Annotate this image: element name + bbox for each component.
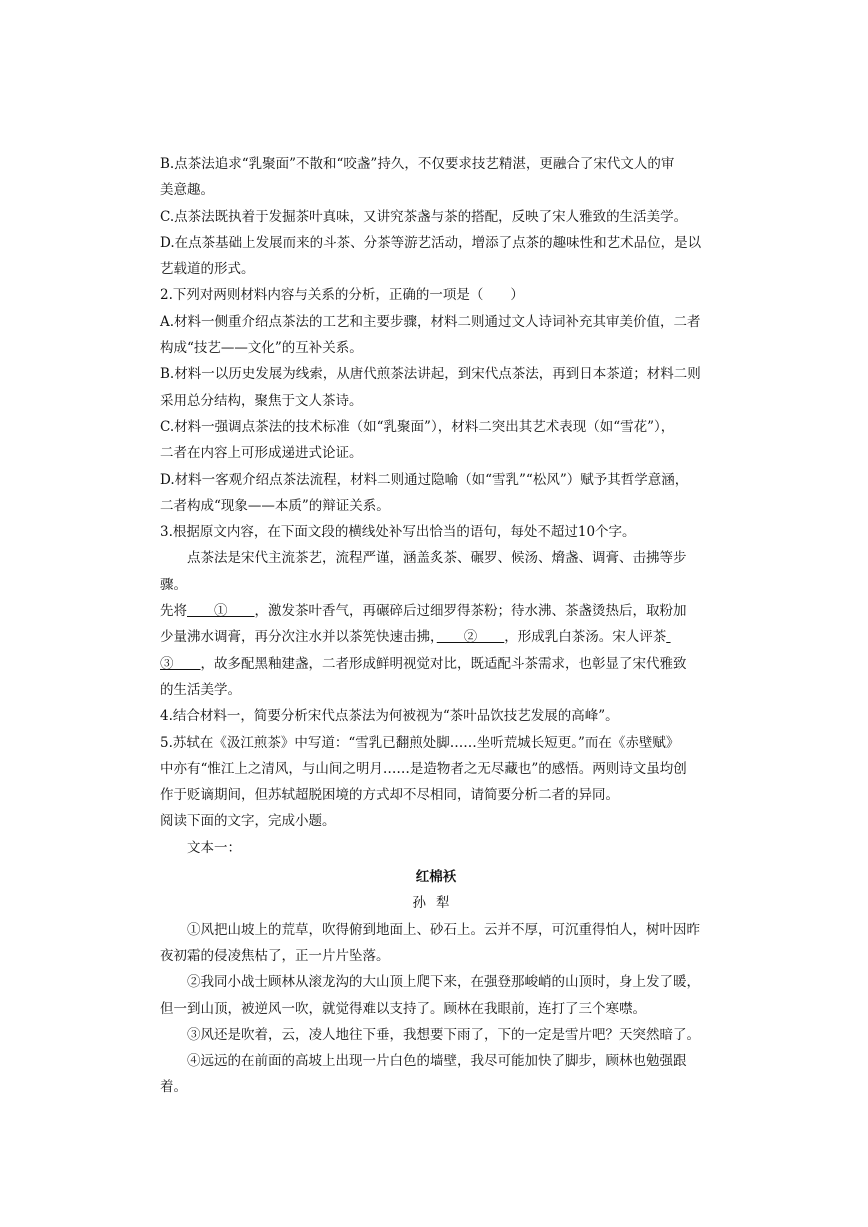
text-line: 二者构成“现象——本质”的辩证关系。 xyxy=(160,497,390,514)
text-line: 的生活美学。 xyxy=(160,681,241,698)
text-line: 点茶法是宋代主流茶艺，流程严谨，涵盖炙茶、碾罗、候汤、熁盏、调膏、击拂等步骤。 xyxy=(160,550,687,593)
text-line: 但一到山顶，被逆风一吹，就觉得难以支持了。顾林在我眼前，连打了三个寒噤。 xyxy=(160,1000,646,1017)
text-line: 二者在内容上可形成递进式论证。 xyxy=(160,445,363,462)
q2-option-c xyxy=(160,414,712,467)
story-paragraph-4: ④远远的在前面的高坡上出现一片白色的墙壁，我尽可能加快了脚步，顾林也勉强跟着。 xyxy=(160,1053,687,1096)
text-line: 中亦有“惟江上之清风，与山间之明月……是造物者之无尽藏也”的感悟。两则诗文虽均创 xyxy=(160,760,687,777)
story-title: 红棉袄 xyxy=(415,869,457,886)
q2-option-b xyxy=(160,361,712,414)
blank-1: ① xyxy=(187,603,255,620)
text-line: 构成“技艺——文化”的互补关系。 xyxy=(160,340,363,357)
text-line: ②我同小战士顾林从滚龙沟的大山顶上爬下来，在强登那峻峭的山顶时，身上发了暖， xyxy=(187,974,700,991)
text-line: B.材料一以历史发展为线索，从唐代煎茶法讲起，到宋代点茶法，再到日本茶道；材料二则 xyxy=(160,366,701,383)
text-line: 采用总分结构，聚焦于文人茶诗。 xyxy=(160,392,363,409)
text-line: D.材料一客观介绍点茶法流程，材料二则通过隐喻（如“雪乳”“松风”）赋予其哲学意涵， xyxy=(160,471,689,488)
text-line: ，激发茶叶香气，再碾碎后过细罗得茶粉；待水沸、茶盏烫热后，取粉加 xyxy=(254,603,687,620)
reading-intro: 阅读下面的文字，完成小题。 xyxy=(160,813,336,830)
text-line: A.材料一侧重介绍点茶法的工艺和主要步骤，材料二则通过文人诗词补充其审美价值，二者 xyxy=(160,313,701,330)
q1-option-c: C.点茶法既执着于发掘茶叶真味，又讲究茶盏与茶的搭配，反映了宋人雅致的生活美学。 xyxy=(160,208,688,225)
blank-2: ② xyxy=(436,629,505,646)
text-line: 夜初霜的侵凌焦枯了，正一片片坠落。 xyxy=(160,947,390,964)
story-paragraph-2 xyxy=(160,969,712,1022)
story-paragraph-1 xyxy=(160,917,712,970)
blank-3: ③ xyxy=(160,655,201,672)
text-line: 先将 xyxy=(160,603,187,620)
text-line: 5.苏轼在《汲江煎茶》中写道：“雪乳已翻煎处脚……坐听荒城长短更。”而在《赤壁赋》 xyxy=(160,734,680,751)
q1-option-b xyxy=(160,151,712,204)
text-line: 美意趣。 xyxy=(160,182,214,199)
q5-stem xyxy=(160,730,712,809)
q2-option-a xyxy=(160,309,712,362)
text-line: D.在点茶基础上发展而来的斗茶、分茶等游艺活动，增添了点茶的趣味性和艺术品位，是以 xyxy=(160,234,702,251)
q2-option-d xyxy=(160,467,712,520)
q3-stem: 3.根据原文内容，在下面文段的横线处补写出恰当的语句，每处不超过10个字。 xyxy=(160,524,636,541)
q3-passage xyxy=(160,545,712,703)
text-line: 作于贬谪期间，但苏轼超脱困境的方式却不尽相同，请简要分析二者的异同。 xyxy=(160,787,619,804)
text-line: 艺载道的形式。 xyxy=(160,261,255,278)
blank-3-tail xyxy=(666,629,670,645)
story-author: 孙犁 xyxy=(412,895,460,912)
q2-stem: 2.下列对两则材料内容与关系的分析，正确的一项是（ ） xyxy=(160,287,524,304)
text-line: ①风把山坡上的荒草，吹得俯到地面上、砂石上。云并不厚，可沉重得怕人，树叶因昨 xyxy=(187,921,700,938)
q1-option-d xyxy=(160,230,712,283)
text-line: ，故多配黑釉建盏，二者形成鲜明视觉对比，既适配斗茶需求，也彰显了宋代雅致 xyxy=(200,655,687,672)
text-line: ，形成乳白茶汤。宋人评茶 xyxy=(504,629,667,646)
text-line: B.点茶法追求“乳聚面”不散和“咬盏”持久，不仅要求技艺精湛，更融合了宋代文人的审 xyxy=(160,156,675,172)
q4-stem: 4.结合材料一，简要分析宋代点茶法为何被视为“茶叶品饮技艺发展的高峰”。 xyxy=(160,708,619,725)
story-paragraph-3: ③风还是吹着，云，凌人地往下垂，我想要下雨了，下的一定是雪片吧？天突然暗了。 xyxy=(187,1026,700,1043)
text-line: 少量沸水调膏，再分次注水并以茶筅快速击拂， xyxy=(160,629,437,646)
text-line: C.材料一强调点茶法的技术标准（如“乳聚面”），材料二突出其艺术表现（如“雪花”）， xyxy=(160,418,675,435)
document-body xyxy=(160,151,712,1101)
text-label: 文本一： xyxy=(187,839,241,856)
